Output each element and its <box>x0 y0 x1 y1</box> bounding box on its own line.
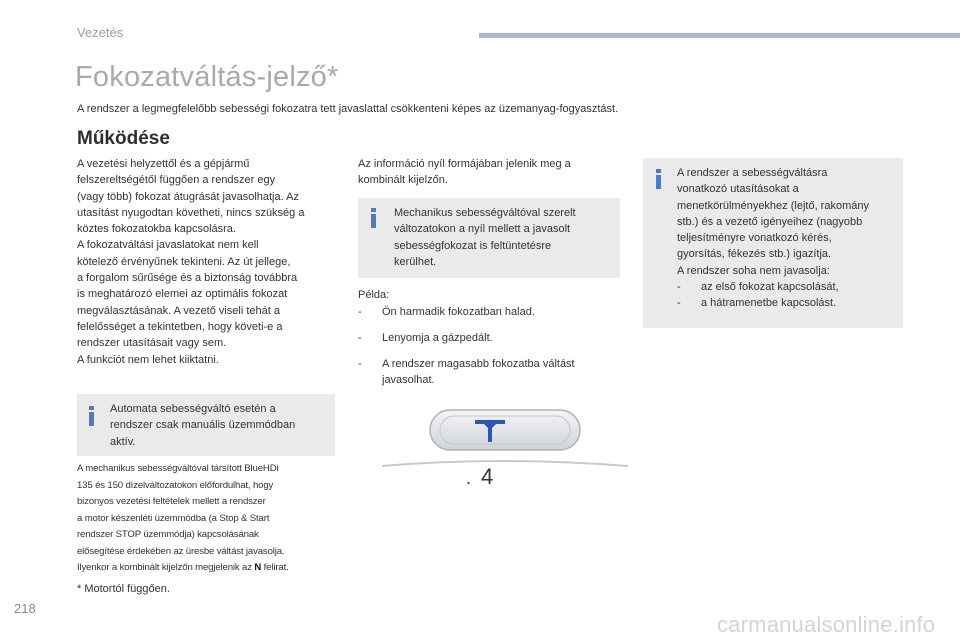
text-line: változatokon a nyíl mellett a javasolt <box>394 223 571 236</box>
gear-dot: . <box>466 468 472 488</box>
info-box-text <box>110 401 328 450</box>
text-line: vonatkozó utasításokat a <box>677 183 799 196</box>
text-fragment: felirat. <box>261 562 289 573</box>
text-line: 135 és 150 dízelváltozatokon előfordulhat, hogy <box>77 479 274 491</box>
bullet-item <box>677 295 899 311</box>
dash: - <box>677 281 681 294</box>
text-line: A fokozatváltási javaslatokat nem kell <box>77 239 259 252</box>
bullet-item <box>677 279 899 295</box>
dash: - <box>358 358 362 370</box>
dash: - <box>358 306 362 318</box>
info-box-manual <box>358 198 620 278</box>
step-item <box>358 304 618 322</box>
dash: - <box>677 297 681 310</box>
text-line: sebességfokozat is feltüntetésre <box>394 239 552 252</box>
small-print <box>77 461 339 577</box>
text-line: kombinált kijelzőn. <box>358 174 448 187</box>
step-item <box>358 330 618 348</box>
page-number: 218 <box>14 601 36 616</box>
text-line: A rendszer a sebességváltásra <box>677 167 828 179</box>
example-label: Példa: <box>358 289 390 301</box>
text-line: rendszer STOP üzemmódja) kapcsolásának <box>77 529 259 540</box>
text-line: javasolhat. <box>382 374 435 387</box>
text-line: Mechanikus sebességváltóval szerelt <box>394 207 576 219</box>
step-text: Lenyomja a gázpedált. <box>382 332 493 344</box>
column2-intro <box>358 156 608 189</box>
step-text: Ön harmadik fokozatban halad. <box>382 306 535 318</box>
text-line: A funkciót nem lehet kiiktatni. <box>77 353 219 366</box>
footnote: * Motortól függően. <box>77 583 170 595</box>
text-line: Az információ nyíl formájában jelenik meg a <box>358 158 571 170</box>
info-box-adaptation <box>643 158 903 328</box>
info-box-automatic <box>77 394 335 456</box>
text-line: gyorsítás, fékezés stb.) igazítja. <box>677 248 832 261</box>
step-text <box>382 356 612 389</box>
section-label: Vezetés <box>77 25 124 40</box>
text-line: felelősséget a tekintetben, hogy követi-e a <box>77 320 283 333</box>
info-box-text <box>677 165 899 312</box>
text-line: kötelező érvényűnek tekinteni. Az út jellege, <box>77 255 291 268</box>
text-line <box>77 560 339 577</box>
watermark: carmanualsonline.info <box>717 612 936 637</box>
info-icon <box>89 406 94 426</box>
text-line: A vezetési helyzettől és a gépjármű <box>77 158 250 170</box>
info-icon <box>371 208 376 228</box>
text-line: rendszer csak manuális üzemmódban <box>110 419 296 432</box>
info-box-text <box>394 205 612 270</box>
gear-indicator-illustration <box>380 400 630 492</box>
text-line: rendszer utasításait vagy sem. <box>77 337 227 350</box>
text-line: megválasztásának. A vezető viseli tehát a <box>77 304 281 317</box>
info-icon <box>656 169 661 189</box>
text-line: A rendszer magasabb fokozatba váltást <box>382 358 575 370</box>
text-line: A rendszer soha nem javasolja: <box>677 264 830 277</box>
page-title: Fokozatváltás-jelző* <box>75 61 339 93</box>
neutral-symbol: N <box>254 562 262 573</box>
header-rule <box>479 33 960 38</box>
text-line: felszereltségétől függően a rendszer egy <box>77 174 276 187</box>
text-line: kerülhet. <box>394 255 437 268</box>
column1-paragraph <box>77 156 339 368</box>
text-line: stb.) és a vezető igényeihez (nagyobb <box>677 215 863 228</box>
text-line: Automata sebességváltó esetén a <box>110 403 276 415</box>
section-heading: Működése <box>77 128 170 149</box>
step-item <box>358 356 618 390</box>
text-line: bizonyos vezetési feltételek mellett a rendszer <box>77 496 266 507</box>
text-line: teljesítményre vonatkozó kérés, <box>677 232 832 245</box>
bullet-text: a hátramenetbe kapcsolást. <box>701 297 837 310</box>
text-line: elősegítése érdekében az üresbe váltást javasolja. <box>77 545 285 557</box>
display-arc <box>382 461 628 466</box>
bullet-text: az első fokozat kapcsolását, <box>701 281 839 294</box>
text-line: köztes fokozatokba kapcsolásra. <box>77 223 236 236</box>
text-line: menetkörülményekhez (lejtő, rakomány <box>677 199 869 212</box>
gear-number: 4 <box>481 464 494 489</box>
page-intro: A rendszer a legmegfelelőbb sebességi fokozatra tett javaslattal csökkenteni képes az üzemanyag-fogyasztást. <box>77 103 619 115</box>
text-line: is meghatározó elemei az optimális fokozat <box>77 288 288 301</box>
text-line: aktív. <box>110 435 136 448</box>
text-line: a forgalom sűrűsége és a biztonság továbbra <box>77 272 298 285</box>
text-line: A mechanikus sebességváltóval társított BlueHDi <box>77 463 279 474</box>
text-line: a motor készenléti üzemmódba (a Stop & Start <box>77 512 270 524</box>
text-fragment: Ilyenkor a kombinált kijelzőn megjelenik az <box>77 562 255 573</box>
text-line: (vagy több) fokozat átugrását javasolhatja. Az <box>77 190 299 203</box>
text-line: utasítást nyugodtan követheti, nincs szükség a <box>77 206 305 219</box>
dash: - <box>358 332 362 344</box>
